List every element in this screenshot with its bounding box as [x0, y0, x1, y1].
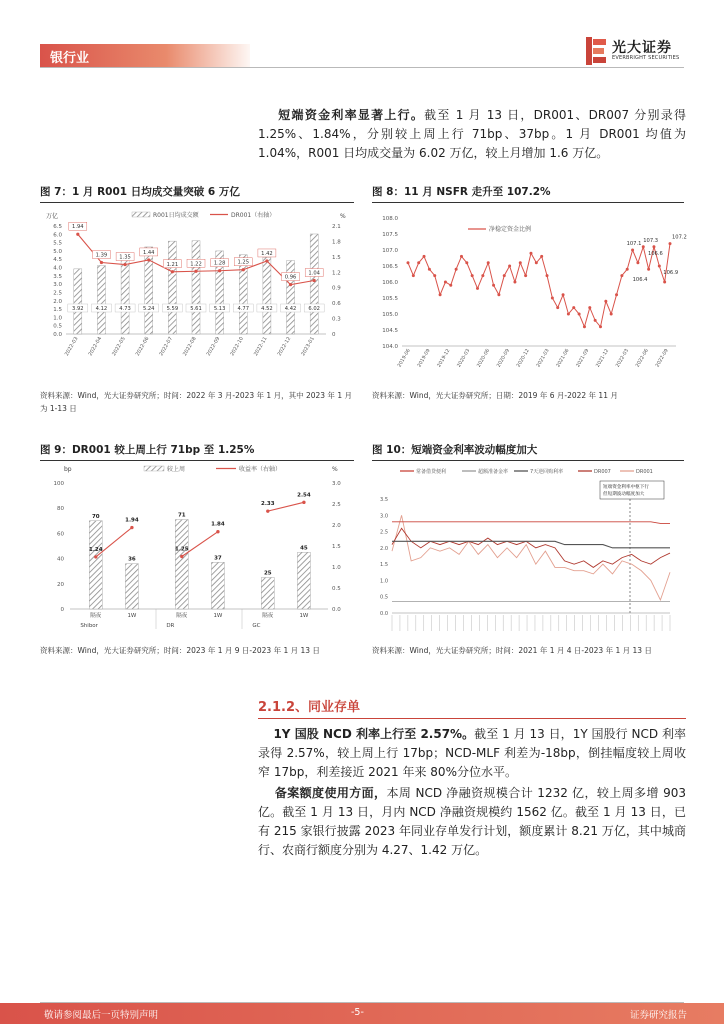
fig7-line-label: 1.39: [95, 252, 108, 259]
fig8-nsfr-point: [439, 293, 442, 296]
fig8-nsfr-point: [524, 274, 527, 277]
fig10-chart: [372, 463, 684, 639]
fig9-left-tick: 80: [57, 506, 64, 513]
fig7-left-tick: 5.5: [53, 240, 62, 247]
fig9-left-tick: 60: [57, 531, 64, 538]
fig7-bar-label: 4.12: [95, 306, 108, 312]
fig7-bar-label: 4.52: [261, 306, 273, 312]
fig8-nsfr-point: [503, 274, 506, 277]
fig8-nsfr-point: [562, 293, 565, 296]
fig7-line-label: 1.04: [308, 270, 320, 277]
header-sector-label: 银行业: [50, 51, 90, 66]
fig7-legend-line-label: DR001（右轴）: [231, 212, 276, 219]
fig7-x-tick: 2022-12: [276, 336, 293, 358]
fig9-line-label: 1.25: [175, 546, 189, 553]
ncd-quota-paragraph: [258, 784, 686, 860]
ncd-rate-text: 截至 1 月 13 日，1Y 国股行 NCD 利率录得 2.57%，较上周上行 17bp；NCD-MLF 利差为-18bp，倒挂幅度较上周收窄 17bp，利差接近 2021 年来 80%分位水平。: [258, 727, 686, 779]
fig9-right-tick: 1.5: [332, 544, 341, 550]
fig8-nsfr-point: [471, 274, 474, 277]
fig7-x-tick: 2022-06: [134, 336, 151, 358]
fig7-x-tick: 2022-10: [229, 336, 246, 358]
fig10-svg: [372, 463, 684, 639]
fig9-line-label: 1.84: [211, 521, 225, 528]
fig10-y-tick: 2.5: [380, 529, 388, 536]
fig7-left-tick: 0.0: [53, 332, 62, 338]
fig8-nsfr-point: [476, 287, 479, 290]
fig8-nsfr-point: [540, 255, 543, 258]
fig7-x-tick: 2022-04: [87, 336, 104, 358]
fig7-left-tick: 6.0: [53, 232, 62, 239]
intro-lead: 短端资金利率显著上行。: [278, 108, 425, 122]
fig7-line-label: 0.96: [284, 274, 297, 281]
fig7-dr001-point: [218, 269, 221, 272]
fig8-nsfr-point: [610, 313, 613, 316]
fig7-x-tick: 2022-07: [158, 336, 175, 358]
fig8-nsfr-point: [460, 255, 463, 258]
footer-report-type: 证券研究报告: [630, 1010, 688, 1021]
fig9-chart: [40, 463, 354, 639]
fig8-nsfr-point: [594, 319, 597, 322]
fig9-bar: [89, 521, 102, 609]
fig10-title-rule: [372, 460, 684, 461]
fig7-dr001-point: [100, 261, 103, 264]
fig8-x-tick: 2022-03: [615, 348, 631, 369]
fig8-nsfr-point: [481, 274, 484, 277]
fig8-x-tick: 2021-03: [536, 348, 551, 369]
fig7-bar: [74, 269, 82, 334]
fig8-nsfr-point: [513, 281, 516, 284]
fig9-left-unit: bp: [64, 466, 72, 473]
logo-mark-icon: [586, 37, 608, 65]
fig8-nsfr-point: [636, 261, 639, 264]
fig9-title-rule: [40, 460, 354, 461]
fig7-dr001-point: [123, 263, 126, 266]
fig7-left-tick: 1.5: [53, 307, 62, 314]
fig9-right-tick: 2.5: [332, 502, 341, 508]
logo-en: EVERBRIGHT SECURITIES: [612, 55, 680, 61]
fig8-x-tick: 2022-09: [655, 348, 670, 369]
fig8-chart: [372, 206, 687, 382]
fig8-x-tick: 2019-06: [397, 348, 412, 369]
fig7-left-tick: 3.0: [53, 282, 62, 289]
fig9-left-tick: 100: [53, 481, 64, 487]
fig7-right-unit: %: [340, 213, 346, 220]
fig9-right-tick: 0.0: [332, 607, 341, 613]
fig8-nsfr-point: [599, 325, 602, 328]
fig9-line-label: 1.24: [89, 546, 103, 553]
fig8-point-label: 107.1: [626, 241, 642, 247]
fig7-title-rule: [40, 202, 354, 203]
section-heading: 2.1.2、同业存单: [258, 700, 361, 715]
fig9-legend-bar-swatch: [144, 466, 164, 471]
fig8-legend-label: 净稳定资金比例: [489, 226, 532, 233]
fig7-bar-label: 6.02: [308, 306, 320, 312]
header-rule: [40, 67, 684, 68]
fig9-right-unit: %: [332, 466, 338, 473]
fig8-x-tick: 2020-09: [496, 348, 511, 369]
fig7-line-label: 1.22: [190, 261, 202, 268]
fig9-left-tick: 20: [57, 581, 64, 588]
fig10-y-tick: 1.0: [380, 578, 388, 585]
fig8-nsfr-point: [417, 261, 420, 264]
fig8-nsfr-point: [535, 261, 538, 264]
fig8-nsfr-line: [408, 244, 670, 327]
fig9-bar-label: 70: [91, 513, 100, 520]
footer-disclaimer: 敬请参阅最后一页特别声明: [44, 1010, 159, 1021]
fig10-y-tick: 1.5: [380, 562, 388, 569]
fig9-title: 图 9：DR001 较上周上行 71bp 至 1.25%: [40, 444, 255, 456]
fig7-left-unit: 万亿: [46, 213, 59, 220]
fig8-x-tick: 2021-09: [575, 348, 591, 369]
fig9-bar-label: 37: [214, 555, 222, 562]
fig7-title: 图 7：1 月 R001 日均成交量突破 6 万亿: [40, 186, 240, 198]
fig9-left-tick: 0: [60, 607, 64, 613]
fig7-dr001-point: [171, 270, 174, 273]
fig8-nsfr-point: [647, 268, 650, 271]
fig8-nsfr-point: [578, 313, 581, 316]
fig8-nsfr-point: [631, 249, 634, 252]
fig8-y-tick: 105.0: [382, 312, 398, 318]
fig7-x-tick: 2022-09: [205, 336, 222, 358]
section-rule: [258, 718, 686, 719]
fig8-nsfr-point: [626, 268, 629, 271]
fig7-right-tick: 1.2: [332, 270, 341, 277]
fig8-y-tick: 105.5: [382, 296, 398, 302]
ncd-quota-lead: 备案额度使用方面，: [274, 786, 387, 800]
fig8-nsfr-point: [519, 261, 522, 264]
fig10-annotation-text: 短端资金利率中枢下行: [603, 485, 649, 490]
fig7-x-tick: 2023-01: [300, 336, 316, 358]
fig10-series-line: [392, 515, 670, 600]
fig9-right-tick: 3.0: [332, 481, 341, 487]
fig7-legend-bar-label: R001日均成交额: [153, 212, 199, 219]
fig8-x-tick: 2021-06: [556, 348, 571, 369]
ncd-quota-text: 本周 NCD 净融资规模合计 1232 亿，较上周多增 903 亿。截至 1 月 13 日，月内 NCD 净融资规模约 1562 亿。截至 1 月 13 日，已有 215 家银行披露 2023 年同业存单发行计划，额度累计 8.21 万亿，其中城商行、农商行额度分别为 4.27、1.42 万亿。: [258, 786, 686, 857]
fig7-line-label: 1.21: [166, 261, 179, 268]
fig7-left-tick: 2.0: [53, 298, 62, 305]
fig7-right-tick: 0: [332, 332, 336, 338]
fig10-legend-label: 超额准备金率: [478, 469, 509, 475]
fig7-left-tick: 4.5: [53, 257, 62, 264]
fig8-x-tick: 2019-09: [417, 348, 432, 369]
fig8-y-tick: 106.0: [382, 280, 398, 286]
fig8-y-tick: 108.0: [382, 216, 398, 222]
fig9-right-tick: 0.5: [332, 586, 341, 592]
fig8-point-label: 106.6: [647, 250, 663, 257]
fig8-nsfr-point: [652, 245, 655, 248]
fig7-left-tick: 0.5: [53, 323, 62, 330]
fig8-nsfr-point: [546, 274, 549, 277]
fig7-line-label: 1.42: [261, 250, 273, 257]
fig7-bar-label: 5.13: [213, 306, 226, 312]
fig7-chart: [40, 206, 354, 382]
company-logo: [586, 37, 686, 65]
fig9-rate-point: [94, 555, 97, 558]
fig10-legend-label: 常备借贷便利: [416, 469, 447, 475]
fig7-bar-label: 5.24: [142, 306, 155, 312]
fig7-bar: [97, 266, 105, 334]
fig8-point-label: 106.9: [663, 270, 679, 276]
fig7-bar: [237, 255, 250, 334]
fig7-right-tick: 0.3: [332, 316, 341, 323]
fig8-nsfr-point: [669, 242, 672, 245]
fig9-svg: [40, 463, 354, 639]
fig10-legend-label: DR001: [636, 469, 653, 475]
ncd-rate-paragraph: [258, 725, 686, 782]
footer-page-number: -5-: [351, 1007, 364, 1018]
fig9-rate-point: [302, 501, 305, 504]
fig10-y-tick: 3.0: [380, 513, 388, 520]
fig9-group-label: DR: [166, 623, 175, 629]
fig9-rate-point: [266, 509, 269, 512]
fig9-period-label: 1W: [127, 613, 137, 619]
fig9-group-label: GC: [252, 623, 261, 629]
fig9-left-tick: 40: [57, 556, 64, 563]
fig8-nsfr-point: [663, 281, 666, 284]
fig9-bar: [175, 520, 188, 609]
fig8-source: 资料来源：Wind，光大证券研究所；日期：2019 年 6 月-2022 年 11 月: [372, 391, 618, 400]
fig7-dr001-point: [265, 259, 268, 262]
fig8-svg: [372, 206, 687, 382]
fig9-legend-bar-label: 较上周: [167, 466, 186, 473]
fig7-left-tick: 5.0: [53, 248, 62, 255]
fig8-nsfr-point: [465, 261, 468, 264]
fig9-right-tick: 1.0: [332, 565, 341, 571]
fig8-nsfr-point: [615, 293, 618, 296]
fig8-x-tick: 2020-03: [456, 348, 472, 369]
fig7-right-tick: 1.8: [332, 239, 341, 246]
fig7-line-label: 1.44: [142, 249, 155, 256]
fig8-nsfr-point: [556, 306, 559, 309]
fig8-y-tick: 104.5: [382, 328, 398, 334]
fig7-left-tick: 2.5: [53, 290, 62, 297]
fig7-x-tick: 2022-08: [182, 336, 198, 358]
fig7-legend-bar-swatch: [132, 212, 150, 217]
logo-cn: 光大证券: [612, 40, 672, 56]
fig10-legend-label: 7天逆回购利率: [530, 469, 564, 475]
fig7-bar: [284, 261, 297, 334]
fig8-title: 图 8：11 月 NSFR 走升至 107.2%: [372, 186, 551, 198]
fig8-x-tick: 2021-12: [595, 348, 611, 369]
fig8-x-tick: 2019-12: [437, 348, 452, 369]
fig7-right-tick: 1.5: [332, 254, 341, 261]
fig10-annotation-text: 但短期波动幅度加大: [603, 492, 645, 497]
intro-paragraph: [258, 106, 686, 163]
fig8-nsfr-point: [423, 255, 426, 258]
fig7-right-tick: 0.6: [332, 301, 341, 308]
fig7-left-tick: 4.0: [53, 265, 62, 272]
fig10-y-tick: 0.0: [380, 611, 388, 617]
fig8-nsfr-point: [604, 300, 607, 303]
fig7-bar: [192, 241, 200, 334]
fig9-bar: [261, 578, 274, 610]
fig8-nsfr-point: [583, 325, 586, 328]
fig9-bar-label: 45: [300, 545, 308, 552]
fig7-left-tick: 1.0: [53, 315, 62, 322]
fig7-bar: [263, 257, 271, 334]
fig7-line-label: 1.25: [237, 259, 250, 266]
fig7-left-tick: 3.5: [53, 273, 62, 280]
fig9-line-label: 1.94: [125, 517, 139, 524]
fig7-line-label: 1.35: [119, 254, 131, 261]
fig10-source: 资料来源：Wind，光大证券研究所；时间：2021 年 1 月 4 日-2023 年 1 月 13 日: [372, 646, 652, 655]
fig10-y-tick: 0.5: [380, 594, 388, 601]
fig8-nsfr-point: [508, 265, 511, 268]
fig9-rate-point: [180, 555, 183, 558]
fig8-y-tick: 104.0: [382, 344, 398, 350]
fig9-bar-label: 25: [263, 570, 272, 577]
fig7-bar-label: 5.61: [190, 306, 202, 312]
fig7-x-tick: 2022-11: [252, 336, 269, 358]
intro-text: 截至 1 月 13 日，DR001、DR007 分别录得 1.25%、1.84%，分别较上周上行 71bp、37bp。1 月 DR001 均值为 1.04%，R001 日均成交量为 6.02 万亿，较上月增加 1.6 万亿。: [258, 108, 686, 160]
fig8-nsfr-point: [428, 268, 431, 271]
fig8-y-tick: 106.5: [382, 264, 398, 270]
fig8-title-rule: [372, 202, 684, 203]
fig9-group-label: Shibor: [80, 623, 98, 629]
fig7-bar-label: 3.92: [72, 306, 84, 312]
fig8-nsfr-point: [658, 265, 661, 268]
fig9-rate-point: [130, 526, 133, 529]
fig9-period-label: 隔夜: [262, 613, 274, 619]
fig8-x-tick: 2022-06: [635, 348, 650, 369]
fig10-legend-label: DR007: [594, 469, 611, 475]
fig9-right-tick: 2.0: [332, 523, 341, 529]
fig8-nsfr-point: [449, 284, 452, 287]
fig8-nsfr-point: [444, 281, 447, 284]
fig8-nsfr-point: [497, 293, 500, 296]
fig8-nsfr-point: [433, 274, 436, 277]
fig9-period-label: 1W: [299, 613, 309, 619]
fig8-point-label: 107.2: [672, 234, 687, 241]
fig9-line-label: 2.33: [261, 501, 275, 508]
fig7-right-tick: 2.1: [332, 224, 341, 230]
fig8-nsfr-point: [551, 297, 554, 300]
fig7-line-label: 1.28: [213, 260, 226, 267]
fig9-period-label: 隔夜: [90, 613, 102, 619]
fig7-dr001-point: [194, 270, 197, 273]
fig9-bar-label: 36: [128, 556, 136, 563]
fig7-bar-label: 4.77: [237, 306, 250, 312]
fig9-legend-line-label: 收益率（右轴）: [239, 466, 282, 473]
fig8-x-tick: 2020-06: [476, 348, 492, 369]
fig9-bar-label: 71: [177, 512, 186, 519]
fig8-nsfr-point: [455, 268, 458, 271]
fig9-bar: [125, 564, 138, 609]
fig10-y-tick: 2.0: [380, 545, 388, 552]
fig9-period-label: 1W: [213, 613, 223, 619]
fig7-dr001-point: [242, 268, 245, 271]
fig7-left-tick: 6.5: [53, 224, 62, 230]
fig8-nsfr-point: [572, 306, 575, 309]
fig10-series-line: [392, 522, 670, 524]
fig9-rate-point: [216, 530, 219, 533]
fig8-nsfr-point: [529, 252, 532, 255]
fig9-period-label: 隔夜: [176, 613, 188, 619]
fig8-x-tick: 2020-12: [516, 348, 531, 369]
fig8-nsfr-point: [642, 245, 645, 248]
fig7-dr001-point: [76, 233, 79, 236]
fig10-title: 图 10：短端资金利率波动幅度加大: [372, 444, 538, 456]
fig9-bar: [297, 552, 310, 609]
fig8-nsfr-point: [620, 274, 623, 277]
fig10-y-tick: 3.5: [380, 497, 388, 503]
fig8-point-label: 106.4: [632, 277, 648, 284]
fig9-line-label: 2.54: [297, 492, 311, 499]
fig8-nsfr-point: [412, 274, 415, 277]
fig7-x-tick: 2022-05: [111, 336, 127, 358]
fig8-nsfr-point: [407, 261, 410, 264]
fig7-bar: [310, 234, 318, 334]
fig7-bar: [168, 241, 176, 334]
fig8-point-label: 107.3: [643, 237, 659, 244]
fig7-bar-label: 4.42: [284, 306, 297, 312]
fig7-line-label: 1.94: [72, 224, 84, 231]
fig8-nsfr-point: [588, 306, 591, 309]
fig8-y-tick: 107.5: [382, 232, 398, 238]
fig7-x-tick: 2022-03: [63, 336, 80, 358]
fig9-source: 资料来源：Wind，光大证券研究所；时间：2023 年 1 月 9 日-2023 年 1 月 13 日: [40, 646, 320, 655]
fig7-dr001-point: [313, 279, 316, 282]
fig7-right-tick: 0.9: [332, 285, 341, 292]
fig7-bar-label: 4.73: [119, 306, 131, 312]
header-sector-tab: [40, 44, 250, 67]
fig9-bar: [211, 562, 224, 609]
fig7-svg: [40, 206, 354, 382]
fig8-nsfr-point: [492, 284, 495, 287]
fig8-nsfr-point: [487, 261, 490, 264]
fig7-bar-label: 5.59: [166, 306, 179, 312]
fig7-dr001-point: [147, 258, 150, 261]
fig7-dr001-point: [289, 283, 292, 286]
ncd-rate-lead: 1Y 国股 NCD 利率上行至 2.57%。: [273, 727, 475, 741]
fig8-nsfr-point: [567, 313, 570, 316]
fig7-source: 资料来源：Wind，光大证券研究所；时间：2022 年 3 月-2023 年 1 月，其中 2023 年 1 月为 1-13 日: [40, 391, 352, 413]
fig8-y-tick: 107.0: [382, 248, 398, 254]
